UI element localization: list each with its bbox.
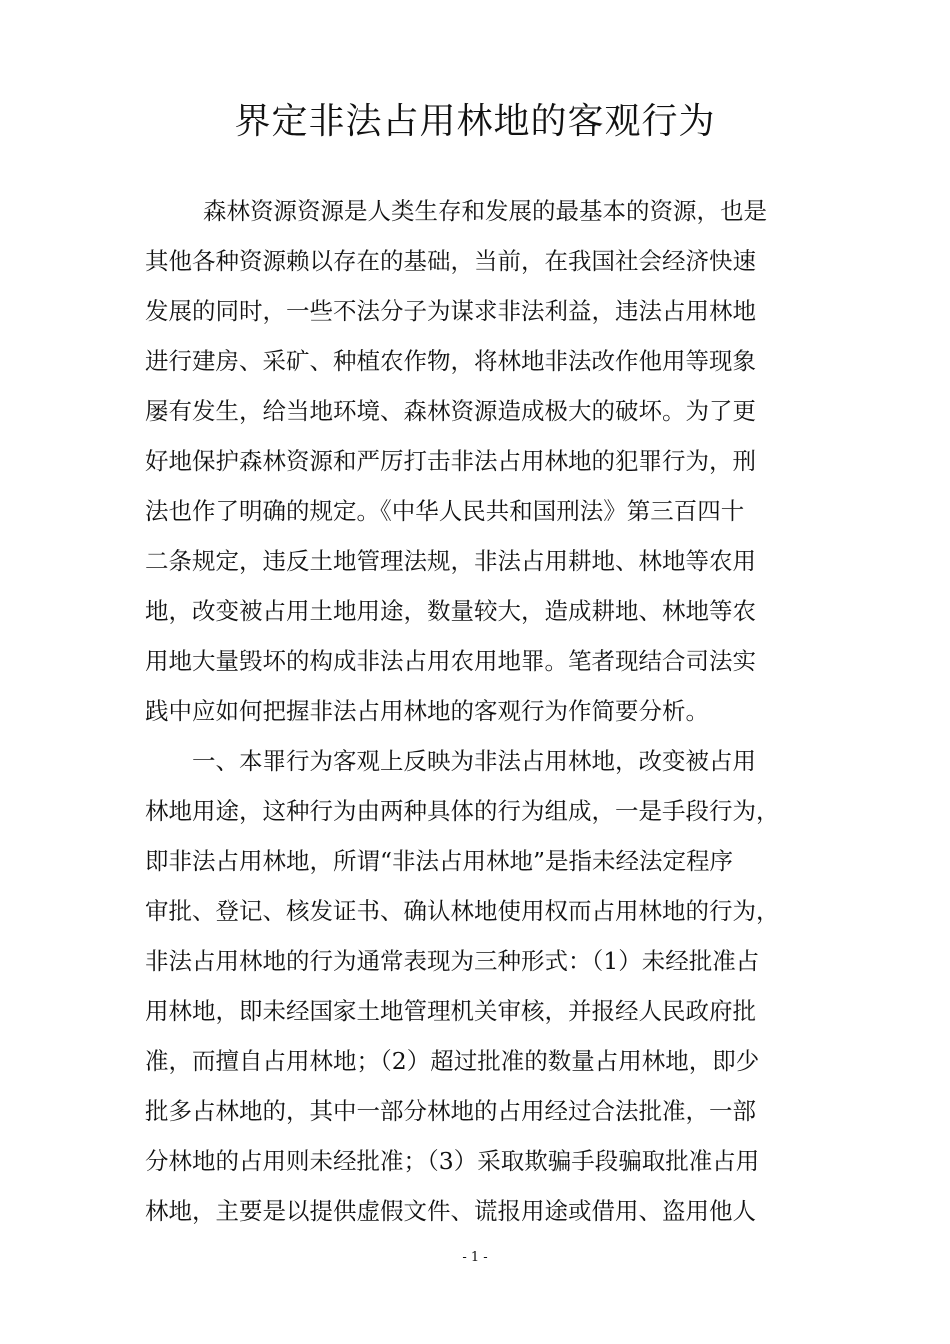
- text-line: 进行建房、采矿、种植农作物，将林地非法改作他用等现象: [145, 347, 756, 375]
- text-line: 用林地，即未经国家土地管理机关审核，并报经人民政府批: [145, 997, 756, 1025]
- text-line: 非法占用林地的行为通常表现为三种形式：（1）未经批准占: [145, 947, 760, 975]
- text-line: 审批、登记、核发证书、确认林地使用权而占用林地的行为，: [145, 897, 780, 925]
- text-line: 森林资源资源是人类生存和发展的最基本的资源，也是: [203, 197, 767, 225]
- text-line: 发展的同时，一些不法分子为谋求非法利益，违法占用林地: [145, 297, 756, 325]
- document-body: [145, 186, 825, 1236]
- document-title: 界定非法占用林地的客观行为: [234, 101, 716, 142]
- text-line: 其他各种资源赖以存在的基础，当前，在我国社会经济快速: [145, 247, 756, 275]
- text-line: 用地大量毁坏的构成非法占用农用地罪。笔者现结合司法实: [145, 647, 756, 675]
- text-line: 林地用途，这种行为由两种具体的行为组成，一是手段行为，: [145, 797, 780, 825]
- text-line: 准，而擅自占用林地；（2）超过批准的数量占用林地，即少: [145, 1047, 760, 1075]
- text-line: 即非法占用林地，所谓“非法占用林地”是指未经法定程序: [145, 847, 734, 875]
- text-line: 法也作了明确的规定。《中华人民共和国刑法》第三百四十: [145, 497, 745, 525]
- text-line: 屡有发生，给当地环境、森林资源造成极大的破坏。为了更: [145, 397, 756, 425]
- text-line: 分林地的占用则未经批准；（3）采取欺骗手段骗取批准占用: [145, 1147, 760, 1175]
- text-line: 二条规定，违反土地管理法规，非法占用耕地、林地等农用: [145, 547, 756, 575]
- text-line: 批多占林地的，其中一部分林地的占用经过合法批准，一部: [145, 1097, 756, 1125]
- text-line: 地，改变被占用土地用途，数量较大，造成耕地、林地等农: [145, 597, 756, 625]
- text-line: 一、本罪行为客观上反映为非法占用林地，改变被占用: [192, 747, 756, 775]
- page-number: - 1 -: [462, 1250, 488, 1265]
- text-line: 践中应如何把握非法占用林地的客观行为作简要分析。: [145, 697, 709, 725]
- text-line: 林地，主要是以提供虚假文件、谎报用途或借用、盗用他人: [145, 1197, 756, 1225]
- text-line: 好地保护森林资源和严厉打击非法占用林地的犯罪行为，刑: [145, 447, 756, 475]
